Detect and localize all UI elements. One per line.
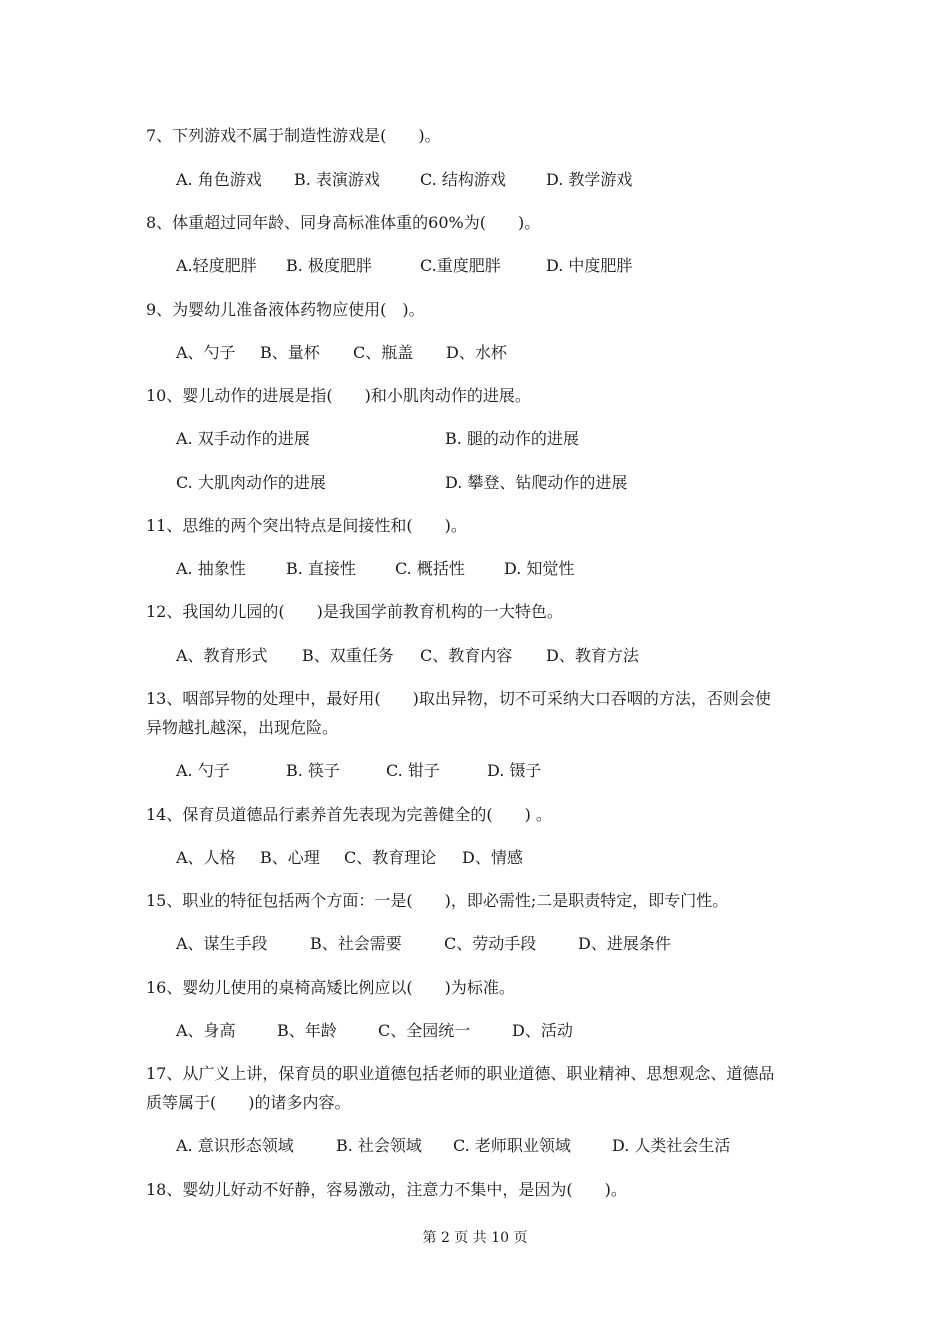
option-d: D. 人类社会生活 [612, 1136, 731, 1155]
option-d: D、水杯 [446, 343, 507, 362]
option-a: A、教育形式 [176, 646, 268, 665]
question-7-options [176, 168, 633, 192]
option-c: C. 老师职业领域 [453, 1136, 571, 1155]
question-7: 7、下列游戏不属于制造性游戏是( )。 [146, 126, 441, 145]
option-b: B、双重任务 [302, 646, 394, 665]
question-12-options [176, 644, 639, 668]
option-b: B. 筷子 [286, 761, 340, 780]
question-14: 14、保育员道德品行素养首先表现为完善健全的( ) 。 [146, 805, 552, 824]
question-17-options [176, 1134, 731, 1158]
question-18: 18、婴幼儿好动不好静，容易激动，注意力不集中，是因为( )。 [146, 1180, 627, 1199]
question-14-options [176, 846, 523, 870]
option-b: B. 社会领域 [336, 1136, 422, 1155]
option-a: A.轻度肥胖 [176, 256, 257, 275]
question-13-line-1: 13、咽部异物的处理中，最好用( )取出异物，切不可采纳大口吞咽的方法，否则会使 [146, 689, 771, 708]
question-17-line-2: 质等属于( )的诸多内容。 [146, 1093, 351, 1112]
option-c: C、教育内容 [420, 646, 513, 665]
option-b: B、年龄 [277, 1021, 337, 1040]
option-d: D、教育方法 [546, 646, 639, 665]
option-c: C、教育理论 [344, 848, 437, 867]
question-16: 16、婴幼儿使用的桌椅高矮比例应以( )为标准。 [146, 978, 515, 997]
option-a: A. 角色游戏 [176, 170, 262, 189]
question-12: 12、我国幼儿园的( )是我国学前教育机构的一大特色。 [146, 602, 563, 621]
question-15-options [176, 932, 671, 956]
option-a: A、人格 [176, 848, 236, 867]
option-d: D. 教学游戏 [546, 170, 633, 189]
option-d: D. 知觉性 [504, 559, 575, 578]
option-c: C. 钳子 [386, 761, 440, 780]
option-d: D. 镊子 [487, 761, 542, 780]
question-11: 11、思维的两个突出特点是间接性和( )。 [146, 516, 467, 535]
question-11-options [176, 557, 575, 581]
question-13-line-2: 异物越扎越深，出现危险。 [146, 718, 339, 737]
option-c: C、劳动手段 [444, 934, 537, 953]
option-b: B. 表演游戏 [294, 170, 380, 189]
question-16-options [176, 1019, 573, 1043]
question-13-options [176, 759, 542, 783]
option-c: C.重度肥胖 [420, 256, 501, 275]
option-a: A、身高 [176, 1021, 236, 1040]
option-c: C. 概括性 [395, 559, 465, 578]
question-17-line-1: 17、从广义上讲，保育员的职业道德包括老师的职业道德、职业精神、思想观念、道德品 [146, 1064, 775, 1083]
option-b: B、社会需要 [310, 934, 402, 953]
option-d: D、情感 [462, 848, 523, 867]
option-d: D、活动 [512, 1021, 573, 1040]
option-c: C、瓶盖 [353, 343, 414, 362]
option-d: D. 中度肥胖 [546, 256, 633, 275]
option-b: B、量杯 [260, 343, 320, 362]
option-c: C. 大肌肉动作的进展 [176, 473, 326, 492]
option-a: A、谋生手段 [176, 934, 268, 953]
option-b: B. 极度肥胖 [286, 256, 372, 275]
option-a: A. 勺子 [176, 761, 230, 780]
option-a: A、勺子 [176, 343, 236, 362]
option-a: A. 意识形态领域 [176, 1136, 294, 1155]
option-b: B、心理 [260, 848, 320, 867]
question-10-options-row-1 [176, 427, 579, 451]
option-c: C、全园统一 [378, 1021, 471, 1040]
question-9-options [176, 341, 507, 365]
question-8-options [176, 254, 633, 278]
question-10: 10、婴儿动作的进展是指( )和小肌肉动作的进展。 [146, 386, 531, 405]
question-15: 15、职业的特征包括两个方面：一是( )，即必需性;二是职责特定，即专门性。 [146, 891, 729, 910]
option-a: A. 抽象性 [176, 559, 246, 578]
question-9: 9、为婴幼儿准备液体药物应使用( )。 [146, 300, 425, 319]
page-number-footer: 第 2 页 共 10 页 [422, 1230, 528, 1246]
question-10-options-row-2 [176, 471, 628, 495]
option-d: D. 攀登、钻爬动作的进展 [445, 473, 628, 492]
option-c: C. 结构游戏 [420, 170, 506, 189]
option-d: D、进展条件 [578, 934, 671, 953]
question-8: 8、体重超过同年龄、同身高标准体重的60%为( )。 [146, 213, 541, 232]
option-a: A. 双手动作的进展 [176, 429, 310, 448]
option-b: B. 直接性 [286, 559, 356, 578]
option-b: B. 腿的动作的进展 [445, 429, 579, 448]
